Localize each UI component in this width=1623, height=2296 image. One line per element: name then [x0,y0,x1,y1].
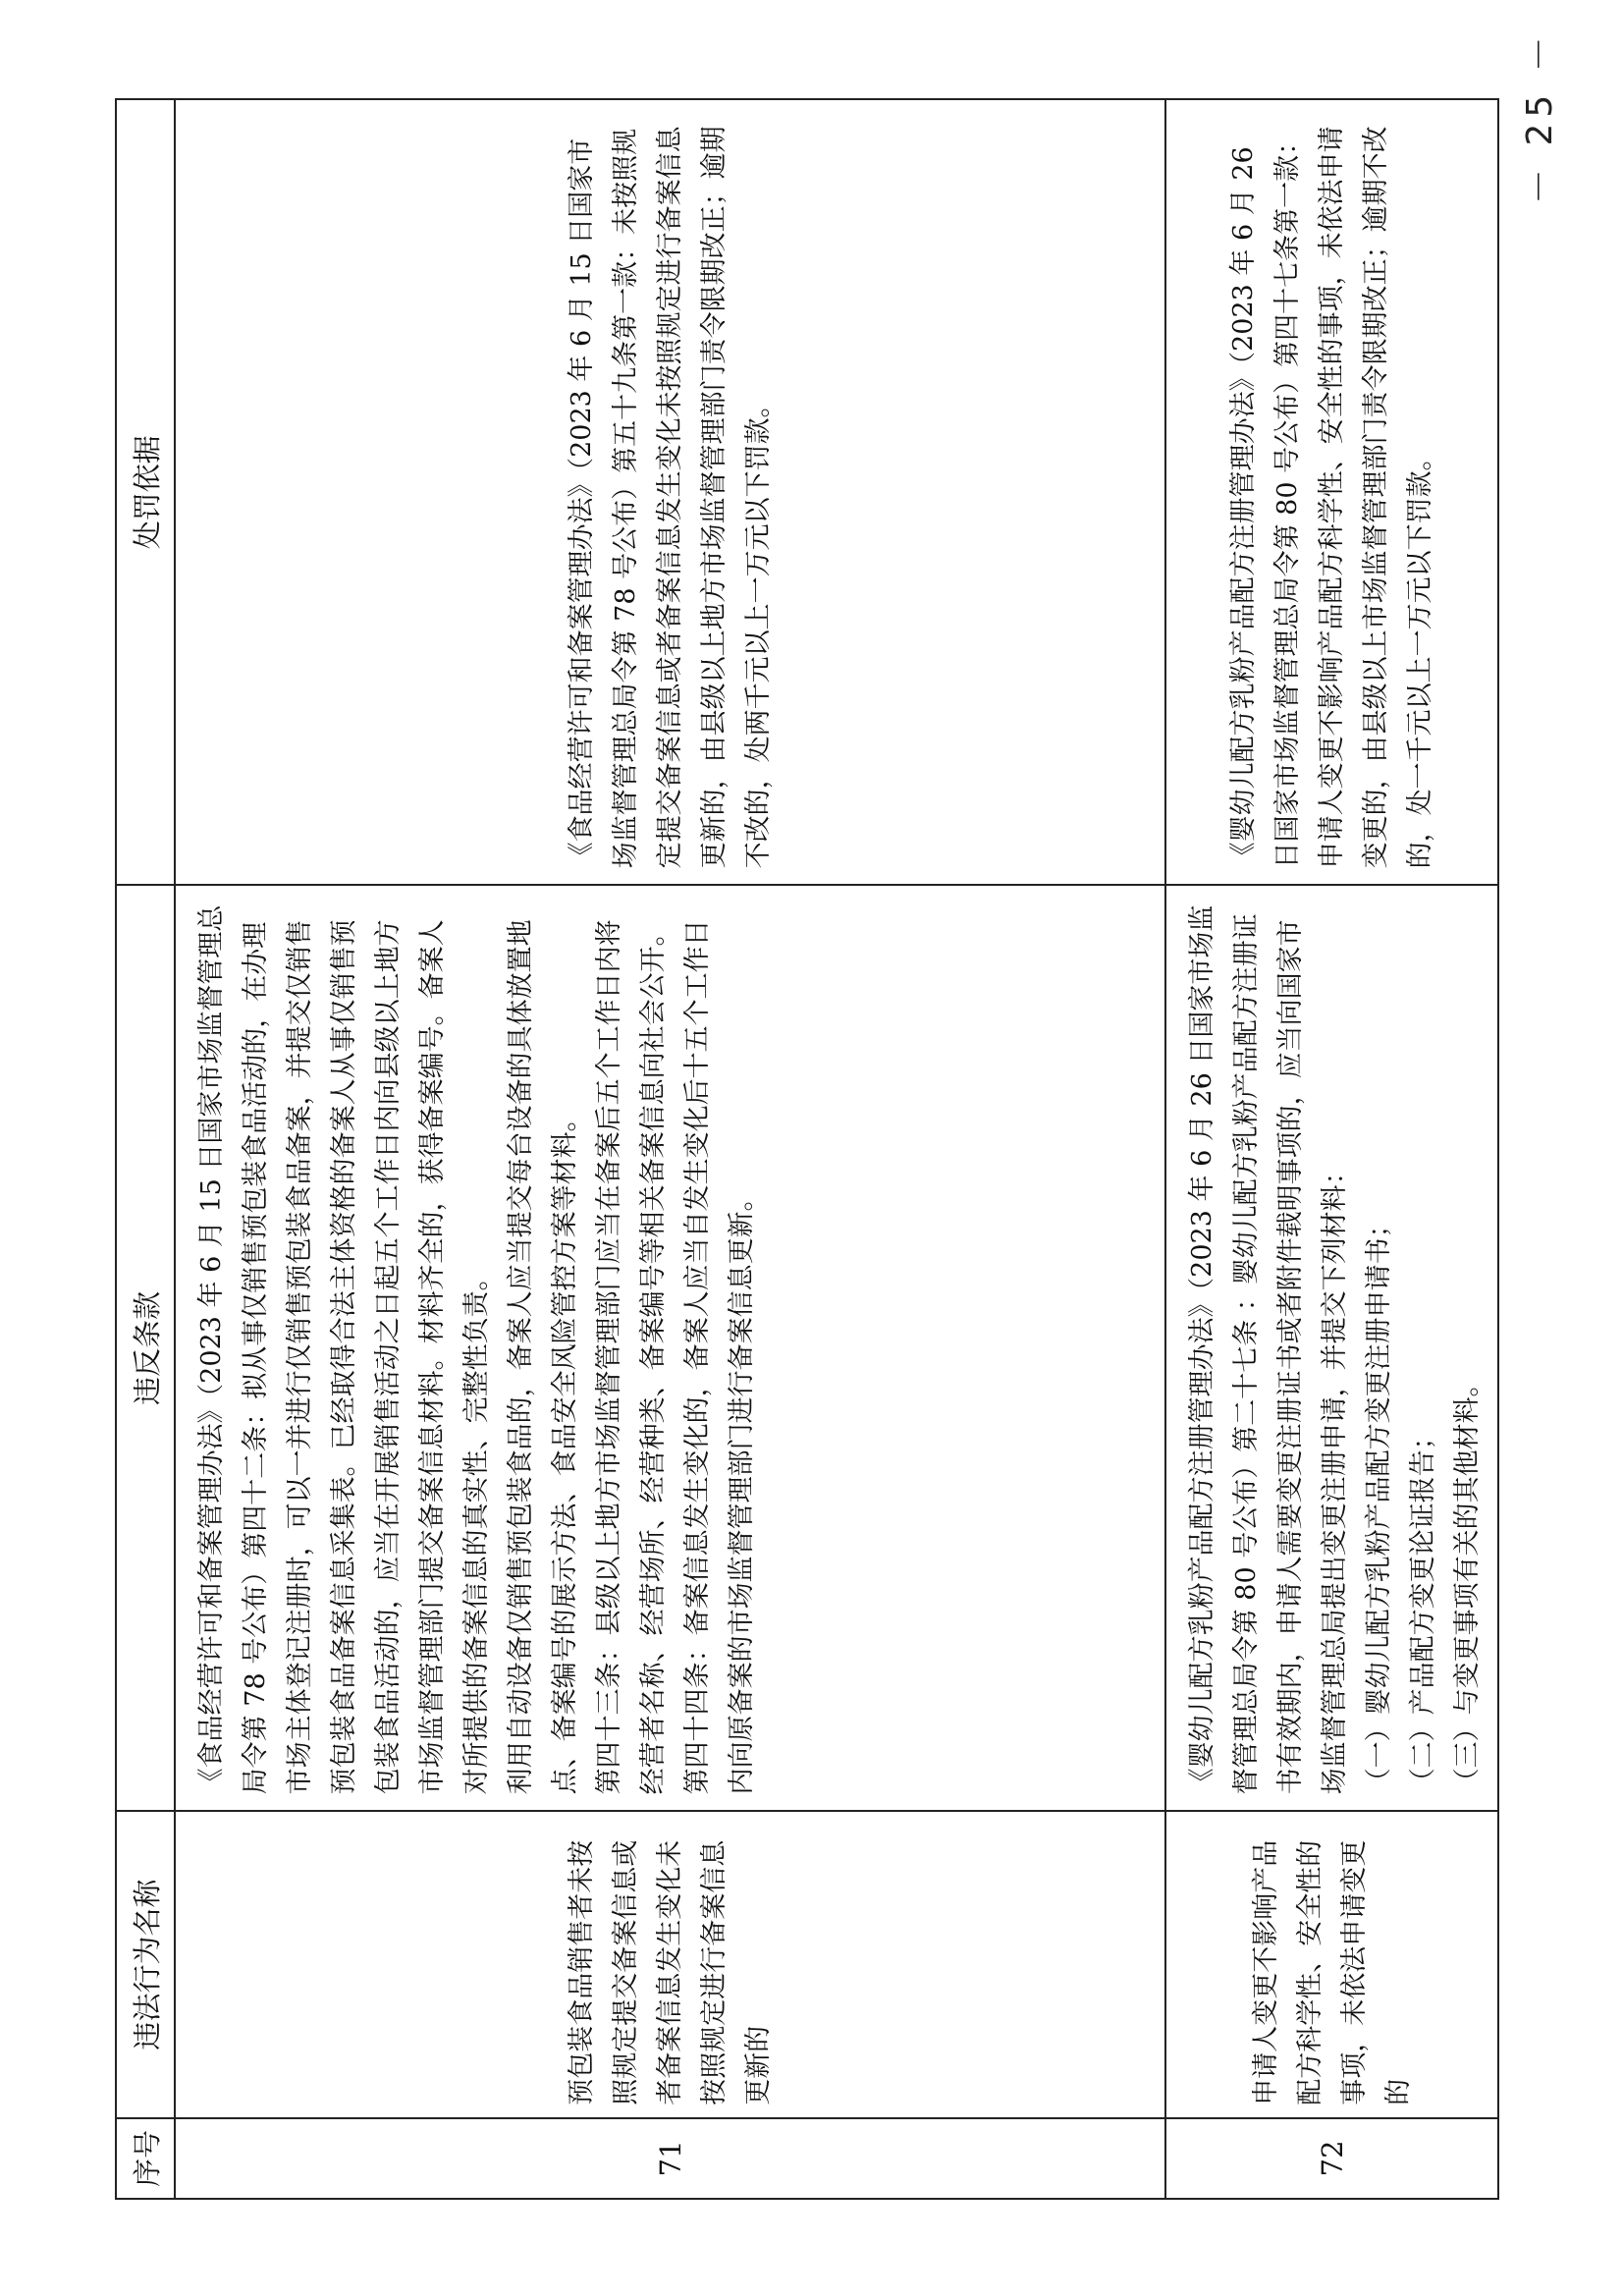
page-number: － 25 － [1520,30,1560,204]
clause-paragraph: 第四十三条：县级以上地方市场监督管理部门应当在备案后五个工作日内将经营者名称、经营场所、经营种类、备案编号等相关备案信息向社会公开。 [594,919,669,1795]
penalty-basis: 《婴幼儿配方乳粉产品配方注册管理办法》（2023 年 6 月 26 日国家市场监督管理总局令第 80 号公布）第四十七条第一款：申请人变更不影响产品配方科学性、安全性的事项，未依法申请变更的，由县级以上市场监督管理部门责令限期改正；逾期不改的，处一千元以上一万元以下罚款。 [1228,126,1435,869]
row-name-cell [175,1811,1165,2117]
violation-name: 预包装食品销售者未按照规定提交备案信息或者备案信息发生变化未按照规定进行备案信息更新的 [567,1839,774,2105]
clause-paragraph: （二）产品配方变更论证报告； [1408,1423,1438,1795]
clause-paragraph: （三）与变更事项有关的其他材料。 [1452,1370,1483,1795]
row-basis-cell [175,99,1165,885]
clause-paragraph: 第四十四条：备案信息发生变化的，备案人应当自发生变化后十五个工作日内向原备案的市场监督管理部门进行备案信息更新。 [682,919,757,1795]
table-row [175,99,1165,2199]
row-basis-cell [1165,99,1498,885]
row-clause-cell [175,885,1165,1811]
clause-paragraph: 《食品经营许可和备案管理办法》（2023 年 6 月 15 日国家市场监督管理总局令第 78 号公布）第四十二条：拟从事仅销售预包装食品活动的，在办理市场主体登记注册时，可以一并进行仅销售预包装食品备案，并提交仅销售预包装食品备案信息采集表。已经取得合法主体资格的备案人从事仅销售预包装食品活动的，应当在开展销售活动之日起五个工作日内向县级以上地方市场监督管理部门提交备案信息材料。材料齐全的，获得备案编号。备案人对所提供的备案信息的真实性、完整性负责。 [196,904,492,1795]
table-header-row [116,99,175,2199]
clause-paragraph: 利用自动设备仅销售预包装食品的，备案人应当提交每台设备的具体放置地点、备案编号的展示方法、食品安全风险管控方案等材料。 [506,919,580,1795]
violated-clause [1172,902,1489,1794]
header-clause: 违反条款 [116,885,175,1811]
row-seq: 72 [1165,2118,1498,2199]
clause-paragraph: 《婴幼儿配方乳粉产品配方注册管理办法》（2023 年 6 月 26 日国家市场监督管理总局令第 80 号公布）第二十七条 ：婴幼儿配方乳粉产品配方注册证书有效期内，申请人需要变更注册证书或者附件载明事项的，应当向国家市场监督管理总局提出变更注册申请，并提交下列材料： [1187,904,1350,1795]
table-row [1165,99,1498,2199]
penalty-table [115,98,1499,2200]
penalty-basis: 《食品经营许可和备案管理办法》（2023 年 6 月 15 日国家市场监督管理总局令第 78 号公布）第五十九条第一款：未按照规定提交备案信息或者备案信息发生变化未按照规定进行备案信息更新的，由县级以上地方市场监督管理部门责令限期改正；逾期不改的，处两千元以上一万元以下罚款。 [567,126,774,869]
header-basis: 处罚依据 [116,99,175,885]
row-seq: 71 [175,2118,1165,2199]
violation-name: 申请人变更不影响产品配方科学性、安全性的事项，未依法申请变更的 [1250,1839,1414,2105]
header-name: 违法行为名称 [116,1811,175,2117]
row-clause-cell [1165,885,1498,1811]
header-seq: 序号 [116,2118,175,2199]
clause-paragraph: （一）婴幼儿配方乳粉产品配方变更注册申请书； [1364,1211,1394,1795]
violated-clause [182,902,764,1794]
row-name-cell [1165,1811,1498,2117]
